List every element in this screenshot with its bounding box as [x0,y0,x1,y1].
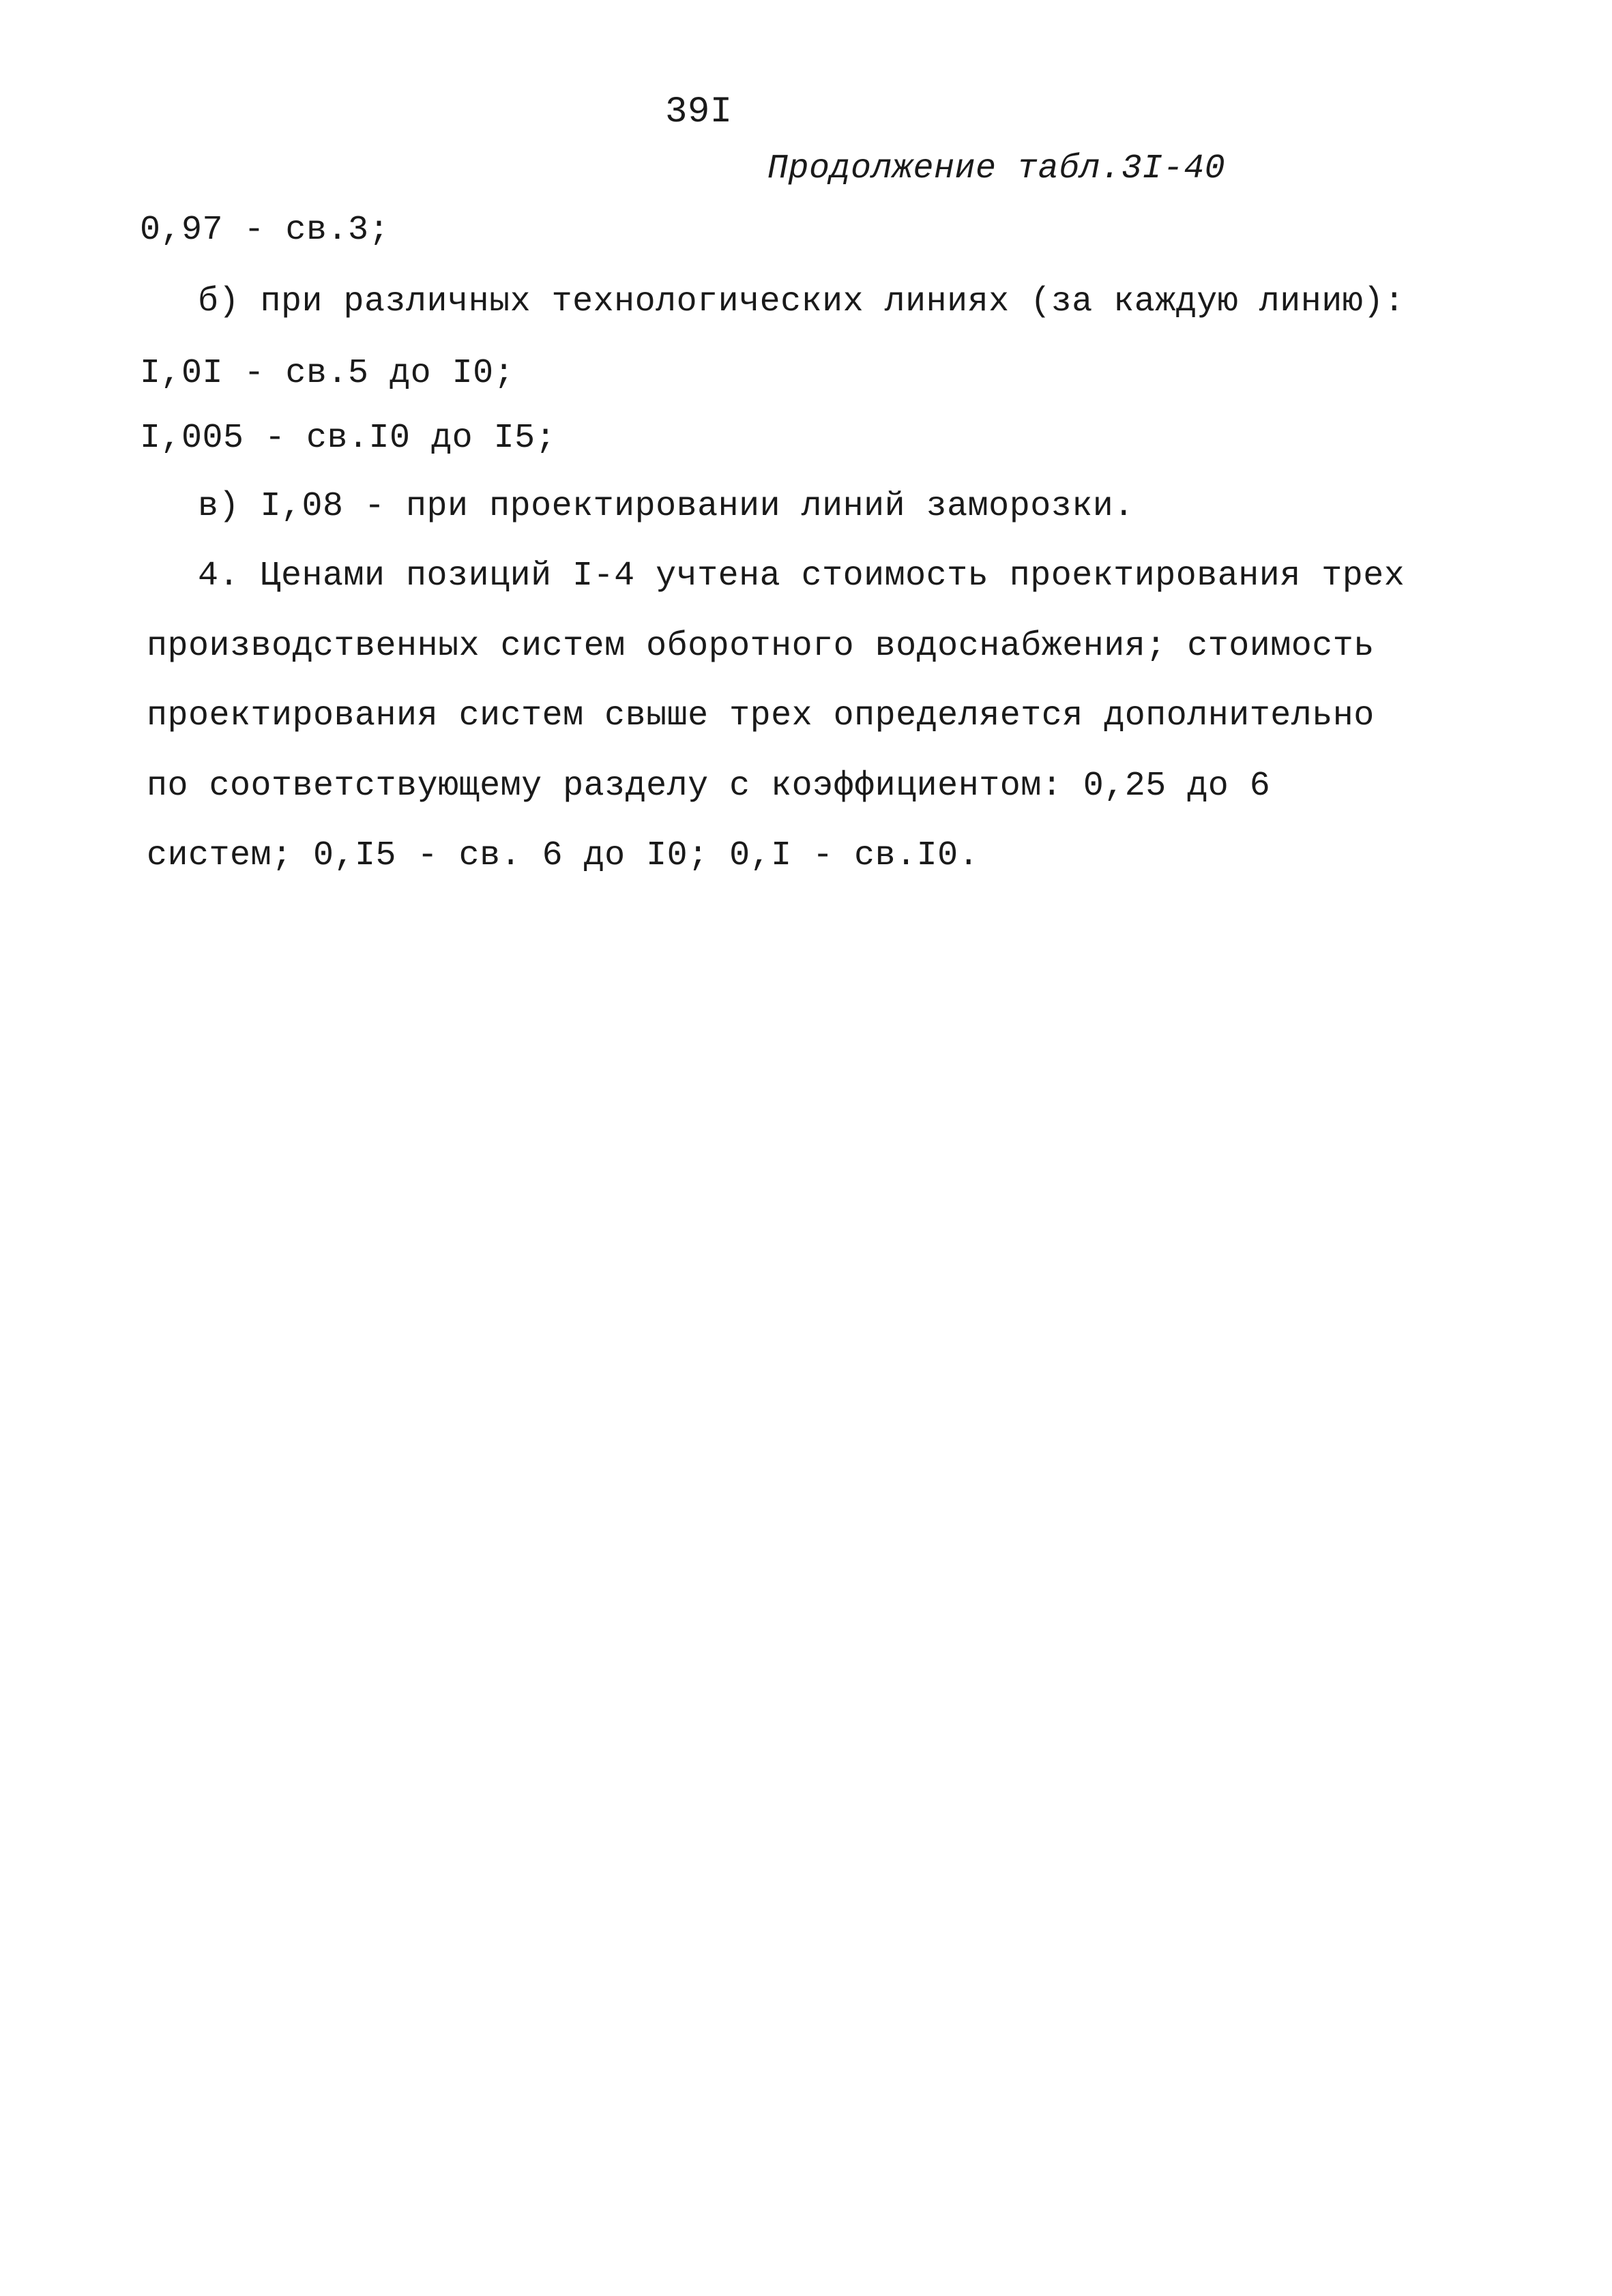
text-line-4: I,005 - св.I0 до I5; [140,419,557,458]
text-line-3: I,0I - св.5 до I0; [140,354,515,393]
text-line-6: 4. Ценами позиций I-4 учтена стоимость проектирования трех [198,557,1405,595]
text-line-2: б) при различных технологических линиях (за каждую линию): [198,282,1405,321]
text-line-9: по соответствующему разделу с коэффициентом: 0,25 до 6 [147,767,1271,806]
text-line-7: производственных систем оборотного водоснабжения; стоимость [147,627,1375,666]
text-line-5: в) I,08 - при проектировании линий заморозки. [198,487,1134,526]
text-line-1: 0,97 - св.3; [140,211,390,250]
table-continuation-label: Продолжение табл.3I-40 [767,149,1226,188]
text-line-10: систем; 0,I5 - св. 6 до I0; 0,I - св.I0. [147,836,980,875]
text-line-8: проектирования систем свыше трех определяется дополнительно [147,696,1375,735]
page-number: 39I [665,91,733,133]
